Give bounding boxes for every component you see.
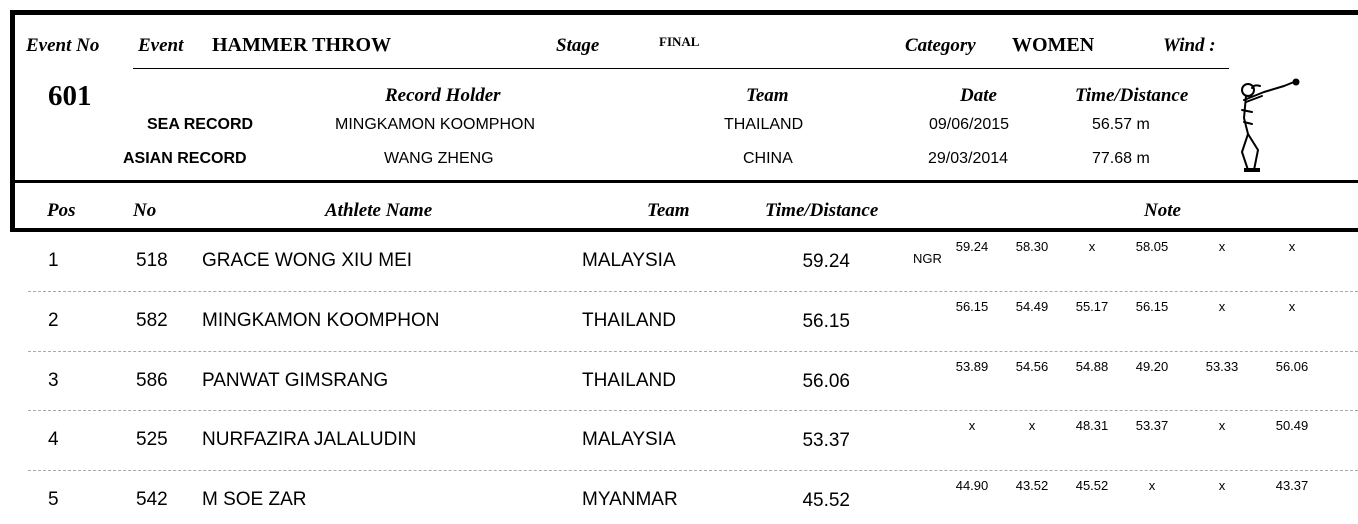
row-no: 586 — [136, 370, 168, 391]
row-attempt: x — [1028, 418, 1036, 433]
athlete-name-heading: Athlete Name — [325, 200, 433, 221]
row-athlete-name: GRACE WONG XIU MEI — [202, 250, 413, 271]
row-team: THAILAND — [582, 310, 676, 331]
row-pos: 3 — [48, 370, 59, 391]
event-number: 601 — [48, 80, 92, 112]
row-athlete-name: M SOE ZAR — [202, 489, 307, 510]
row-attempt: x — [1218, 418, 1226, 433]
record-team: CHINA — [743, 150, 793, 167]
row-attempt: x — [1088, 239, 1096, 254]
row-attempt: 58.30 — [1015, 239, 1049, 254]
row-pos: 5 — [48, 489, 59, 510]
row-attempt: 45.52 — [1075, 478, 1109, 493]
row-attempt: 56.15 — [1135, 299, 1169, 314]
row-no: 542 — [136, 489, 168, 510]
hammer-thrower-icon — [1234, 78, 1306, 176]
row-team: MALAYSIA — [582, 250, 676, 271]
distance-heading: Time/Distance — [765, 200, 879, 221]
row-team: THAILAND — [582, 370, 676, 391]
row-distance: 56.06 — [802, 371, 850, 392]
row-attempt: 54.56 — [1015, 359, 1049, 374]
record-date: 09/06/2015 — [929, 116, 1010, 133]
row-attempt: 50.49 — [1275, 418, 1309, 433]
pos-heading: Pos — [47, 200, 76, 221]
row-no: 582 — [136, 310, 168, 331]
stage-value: FINAL — [659, 34, 700, 49]
row-pos: 2 — [48, 310, 59, 331]
event-no-label: Event No — [26, 35, 100, 56]
row-attempt: 43.52 — [1015, 478, 1049, 493]
row-attempt: 56.06 — [1275, 359, 1309, 374]
row-distance: 45.52 — [802, 490, 850, 511]
row-attempt: 53.33 — [1205, 359, 1239, 374]
row-attempt: x — [1148, 478, 1156, 493]
row-divider — [28, 291, 1358, 292]
wind-label: Wind : — [1163, 35, 1216, 56]
header-rule — [133, 68, 1229, 69]
record-distance-heading: Time/Distance — [1075, 85, 1189, 106]
row-athlete-name: MINGKAMON KOOMPHON — [202, 310, 440, 331]
row-distance: 56.15 — [802, 311, 850, 332]
stage-label: Stage — [556, 35, 600, 56]
event-label: Event — [138, 35, 184, 56]
row-attempt: 53.37 — [1135, 418, 1169, 433]
record-team-heading: Team — [746, 85, 789, 106]
team-heading: Team — [647, 200, 690, 221]
section-divider — [10, 180, 1358, 183]
row-attempt: 43.37 — [1275, 478, 1309, 493]
row-distance: 53.37 — [802, 430, 850, 451]
row-attempt: 59.24 — [955, 239, 989, 254]
row-no: 518 — [136, 250, 168, 271]
row-attempt: x — [968, 418, 976, 433]
row-attempt: 58.05 — [1135, 239, 1169, 254]
record-label: SEA RECORD — [147, 116, 254, 133]
row-divider — [28, 470, 1358, 471]
event-name: HAMMER THROW — [212, 34, 392, 56]
row-distance: 59.24 — [802, 251, 850, 272]
row-pos: 1 — [48, 250, 59, 271]
row-team: MALAYSIA — [582, 429, 676, 450]
results-header-rule — [10, 228, 1358, 232]
row-attempt: 44.90 — [955, 478, 989, 493]
row-attempt: 55.17 — [1075, 299, 1109, 314]
record-distance: 77.68 m — [1092, 150, 1150, 167]
record-label: ASIAN RECORD — [123, 150, 247, 167]
row-athlete-name: NURFAZIRA JALALUDIN — [202, 429, 417, 450]
record-holder: WANG ZHENG — [384, 150, 494, 167]
row-attempt: 53.89 — [955, 359, 989, 374]
record-holder: MINGKAMON KOOMPHON — [335, 116, 536, 133]
row-attempt: 49.20 — [1135, 359, 1169, 374]
row-attempt: 48.31 — [1075, 418, 1109, 433]
record-distance: 56.57 m — [1092, 116, 1150, 133]
row-divider — [28, 410, 1358, 411]
row-attempt: x — [1288, 299, 1296, 314]
row-team: MYANMAR — [582, 489, 678, 510]
left-border — [10, 10, 15, 231]
row-attempt: 56.15 — [955, 299, 989, 314]
row-no: 525 — [136, 429, 168, 450]
row-note: NGR — [913, 251, 942, 266]
record-team: THAILAND — [724, 116, 804, 133]
row-attempt: x — [1218, 299, 1226, 314]
row-pos: 4 — [48, 429, 59, 450]
note-heading: Note — [1144, 200, 1181, 221]
row-attempt: x — [1218, 478, 1226, 493]
record-holder-heading: Record Holder — [385, 85, 501, 106]
record-date: 29/03/2014 — [928, 150, 1009, 167]
no-heading: No — [133, 200, 157, 221]
row-athlete-name: PANWAT GIMSRANG — [202, 370, 389, 391]
category-value: WOMEN — [1012, 34, 1095, 56]
top-border — [10, 10, 1358, 15]
row-divider — [28, 351, 1358, 352]
row-attempt: x — [1218, 239, 1226, 254]
row-attempt: 54.49 — [1015, 299, 1049, 314]
row-attempt: x — [1288, 239, 1296, 254]
category-label: Category — [905, 35, 976, 56]
row-attempt: 54.88 — [1075, 359, 1109, 374]
record-date-heading: Date — [960, 85, 997, 106]
